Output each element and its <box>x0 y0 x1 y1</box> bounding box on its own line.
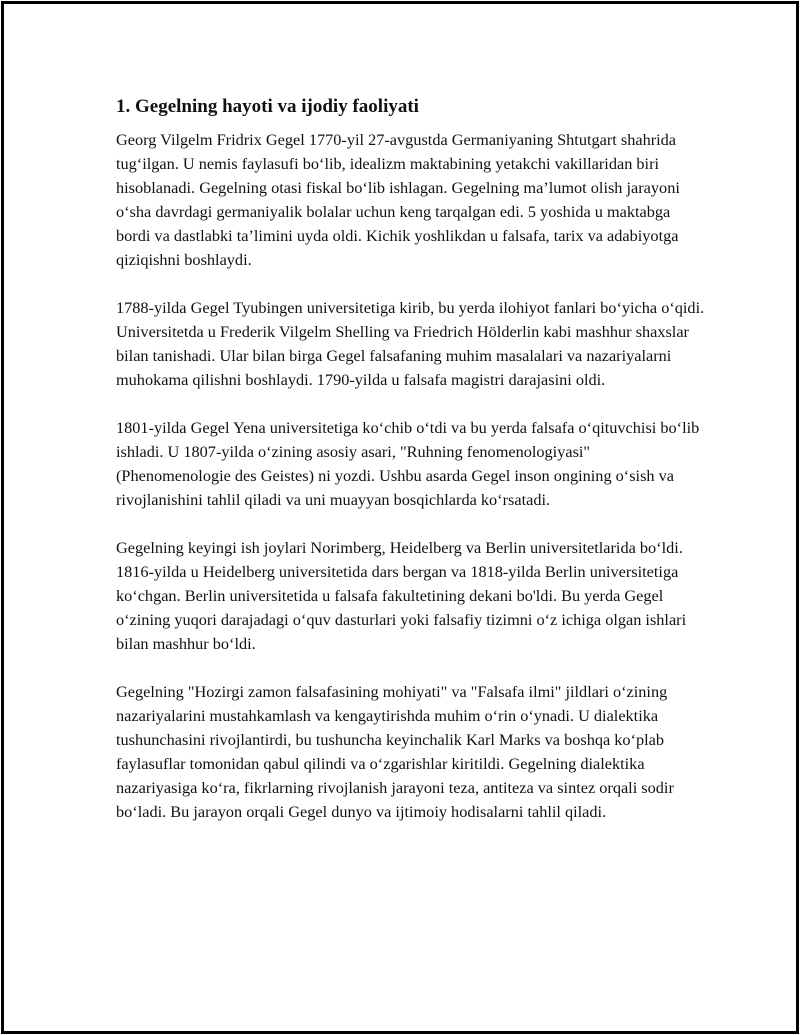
paragraph-5: Gegelning "Hozirgi zamon falsafasining mohiyati" va "Falsafa ilmi" jildlari o‘zining nazariyalarini mustahkamlash va kengaytirishda muhim o‘rin o‘ynadi. U dialektika tushunchasini rivojlantirdi, bu tushuncha keyinchalik Karl Marks va boshqa ko‘plab faylasuflar tomonidan qabul qilindi va o‘zgarishlar kiritildi. Gegelning dialektika nazariyasiga ko‘ra, fikrlarning rivojlanish jarayoni teza, antiteza va sintez orqali sodir bo‘ladi. Bu jarayon orqali Gegel dunyo va ijtimoiy hodisalarni tahlil qiladi. <box>116 682 674 821</box>
paragraph-2: 1788-yilda Gegel Tyubingen universitetiga kirib, bu yerda ilohiyot fanlari bo‘yicha o‘qidi. Universitetda u Frederik Vilgelm Shelling va Friedrich Hölderlin kabi mashhur shaxslar bilan tanishadi. Ular bilan birga Gegel falsafaning muhim masalalari va nazariyalarni muhokama qilishni boshlaydi. 1790-yilda u falsafa magistri darajasini oldi. <box>116 298 705 389</box>
paragraph-1: Georg Vilgelm Fridrix Gegel 1770-yil 27-avgustda Germaniyaning Shtutgart shahrida tug‘ilgan. U nemis faylasufi bo‘lib, idealizm maktabining yetakchi vakillaridan biri hisoblanadi. Gegelning otasi fiskal bo‘lib ishlagan. Gegelning ma’lumot olish jarayoni o‘sha davrdagi germaniyalik bolalar uchun keng tarqalgan edi. 5 yoshida u maktabga bordi va dastlabki ta’limini uyda oldi. Kichik yoshlikdan u falsafa, tarix va adabiyotga qiziqishni boshlaydi. <box>116 130 680 269</box>
document-body <box>116 94 706 848</box>
section-heading: 1. Gegelning hayoti va ijodiy faoliyati <box>116 96 419 117</box>
paragraph-4: Gegelning keyingi ish joylari Norimberg, Heidelberg va Berlin universitetlarida bo‘ldi. 1816-yilda u Heidelberg universitetida dars bergan va 1818-yilda Berlin universitetiga ko‘chgan. Berlin universitetida u falsafa fakultetining dekani bo'ldi. Bu yerda Gegel o‘zining yuqori darajadagi o‘quv dasturlari yoki falsafiy tizimni o‘z ichiga olgan ishlari bilan mashhur bo‘ldi. <box>116 538 687 653</box>
paragraph-3: 1801-yilda Gegel Yena universitetiga ko‘chib o‘tdi va bu yerda falsafa o‘qituvchisi bo‘lib ishladi. U 1807-yilda o‘zining asosiy asari, "Ruhning fenomenologiyasi" (Phenomenologie des Geistes) ni yozdi. Ushbu asarda Gegel inson ongining o‘sish va rivojlanishini tahlil qiladi va uni muayyan bosqichlarda ko‘rsatadi. <box>116 418 700 509</box>
